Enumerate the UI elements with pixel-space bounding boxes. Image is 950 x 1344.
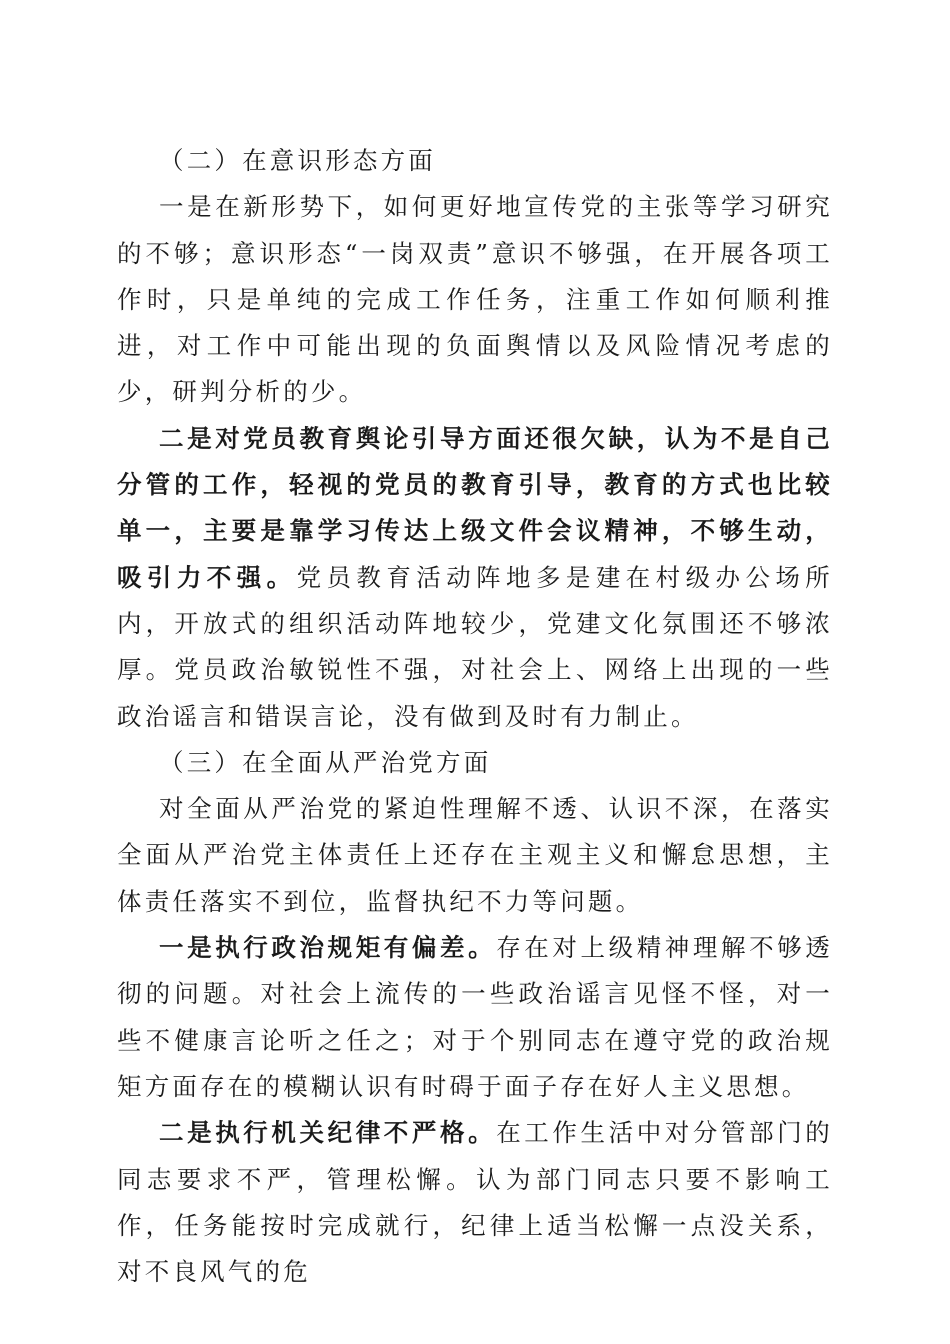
paragraph-party-1 xyxy=(117,925,833,1110)
paragraph-party-2 xyxy=(117,1110,833,1295)
section-heading-party-discipline-text: （三）在全面从严治党方面 xyxy=(159,747,492,777)
paragraph-party-intro-text: 对全面从严治党的紧迫性理解不透、认识不深，在落实全面从严治党主体责任上还存在主观主义和懈怠思想，主体责任落实不到位，监督执纪不力等问题。 xyxy=(117,794,833,916)
paragraph-ideology-1-text: 一是在新形势下，如何更好地宣传党的主张等学习研究的不够；意识形态“一岗双责”意识不够强，在开展各项工作时，只是单纯的完成工作任务，注重工作如何顺利推进，对工作中可能出现的负面舆情以及风险情况考虑的少，研判分析的少。 xyxy=(117,192,833,407)
paragraph-party-2-rest: 在工作生活中对分管部门的同志要求不严，管理松懈。认为部门同志只要不影响工作，任务能按时完成就行，纪律上适当松懈一点没关系，对不良风气的危 xyxy=(117,1118,833,1287)
paragraph-ideology-2 xyxy=(117,416,833,740)
paragraph-party-1-rest: 存在对上级精神理解不够透彻的问题。对社会上流传的一些政治谣言见怪不怪，对一些不健康言论听之任之；对于个别同志在遵守党的政治规矩方面存在的模糊认识有时碍于面子存在好人主义思想。 xyxy=(117,933,833,1101)
section-heading-ideology-text: （二）在意识形态方面 xyxy=(159,146,436,175)
section-heading-ideology xyxy=(117,138,833,184)
paragraph-party-1-lead: 一是执行政治规矩有偏差。 xyxy=(159,933,497,963)
paragraph-ideology-2-rest-text: 党员教育活动阵地多是建在村级办公场所内，开放式的组织活动阵地较少，党建文化氛围还不够浓厚。党员政治敏锐性不强，对社会上、网络上出现的一些政治谣言和错误言论，没有做到及时有力制止。 xyxy=(117,562,833,731)
document-body xyxy=(117,138,833,1295)
paragraph-party-2-lead: 二是执行机关纪律不严格。 xyxy=(159,1118,497,1148)
paragraph-ideology-2-bold-text: 二是对党员教育舆论引导方面还很欠缺，认为不是自己分管的工作，轻视的党员的教育引导，教育的方式也比较单一，主要是靠学习传达上级文件会议精神，不够生动，吸引力不强。 xyxy=(117,423,833,592)
section-heading-party-discipline xyxy=(117,740,833,786)
paragraph-party-intro xyxy=(117,786,833,925)
paragraph-ideology-1 xyxy=(117,184,833,415)
